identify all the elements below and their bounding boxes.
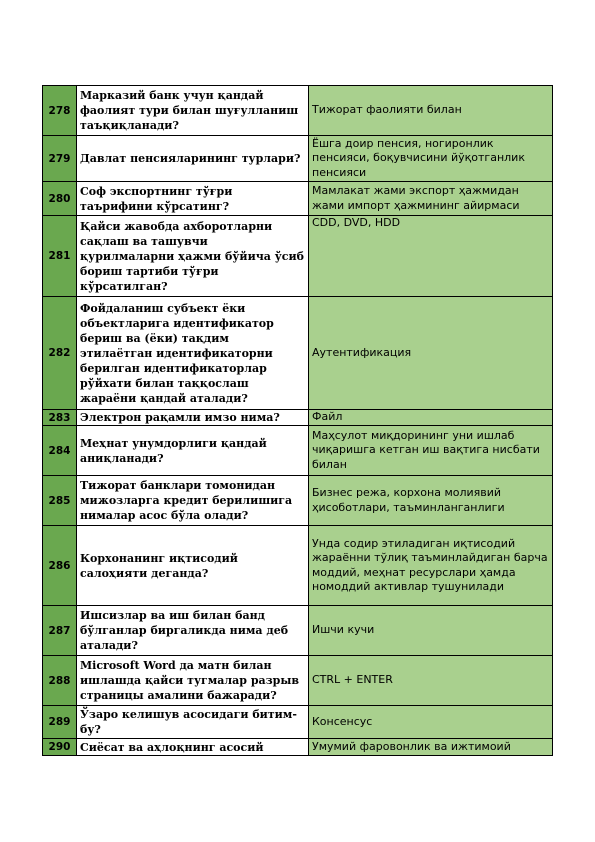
row-number: 282 bbox=[43, 297, 77, 410]
row-number: 283 bbox=[43, 410, 77, 426]
question-cell: Меҳнат унумдорлиги қандай аниқланади? bbox=[77, 426, 309, 476]
answer-cell: Бизнес режа, корхона молиявий ҳисоботлари, таъминланганлиги bbox=[309, 476, 553, 526]
row-number: 280 bbox=[43, 182, 77, 216]
answer-cell: Умумий фаровонлик ва ижтимоий bbox=[309, 739, 553, 756]
answer-cell: CDD, DVD, HDD bbox=[309, 216, 553, 297]
question-cell: Электрон рақамли имзо нима? bbox=[77, 410, 309, 426]
question-cell: Қайси жавобда ахборотларни сақлаш ва ташувчи қурилмаларни ҳажми бўйича ўсиб бориш тартиби тўғри кўрсатилган? bbox=[77, 216, 309, 297]
table-row bbox=[43, 136, 553, 182]
row-number: 284 bbox=[43, 426, 77, 476]
question-cell: Фойдаланиш субъект ёки объектларига идентификатор бериш ва (ёки) тақдим этилаётган идентификаторни берилган идентификаторлар рўйхати билан таққослаш жараёни қандай аталади? bbox=[77, 297, 309, 410]
table-row bbox=[43, 297, 553, 410]
answer-cell: CTRL + ENTER bbox=[309, 656, 553, 706]
row-number: 288 bbox=[43, 656, 77, 706]
table-row bbox=[43, 739, 553, 756]
answer-cell: Маҳсулот миқдорининг уни ишлаб чиқаришга кетган иш вақтига нисбати билан bbox=[309, 426, 553, 476]
question-cell: Ўзаро келишув асосидаги битим-бу? bbox=[77, 706, 309, 739]
table-row bbox=[43, 182, 553, 216]
answer-cell: Файл bbox=[309, 410, 553, 426]
row-number: 281 bbox=[43, 216, 77, 297]
answer-cell: Ишчи кучи bbox=[309, 606, 553, 656]
table-row bbox=[43, 526, 553, 606]
answer-cell: Тижорат фаолияти билан bbox=[309, 86, 553, 136]
table-row bbox=[43, 706, 553, 739]
table-row bbox=[43, 606, 553, 656]
table-row bbox=[43, 426, 553, 476]
row-number: 278 bbox=[43, 86, 77, 136]
table-row bbox=[43, 86, 553, 136]
question-cell: Корхонанинг иқтисодий салоҳияти деганда? bbox=[77, 526, 309, 606]
question-cell: Тижорат банклари томонидан мижозларга кредит берилишига нималар асос бўла олади? bbox=[77, 476, 309, 526]
question-cell: Давлат пенсияларининг турлари? bbox=[77, 136, 309, 182]
answer-cell: Мамлакат жами экспорт ҳажмидан жами импорт ҳажмининг айирмаси bbox=[309, 182, 553, 216]
question-cell: Марказий банк учун қандай фаолият тури билан шуғулланиш таъқиқланади? bbox=[77, 86, 309, 136]
row-number: 279 bbox=[43, 136, 77, 182]
question-cell: Соф экспортнинг тўғри таърифини кўрсатинг? bbox=[77, 182, 309, 216]
question-cell: Microsoft Word да матн билан ишлашда қайси тугмалар разрыв страницы амалини бажаради? bbox=[77, 656, 309, 706]
table-row bbox=[43, 656, 553, 706]
answer-cell: Унда содир этиладиган иқтисодий жараённи тўлиқ таъминлайдиган барча моддий, меҳнат ресурслари ҳамда номоддий активлар тушунилади bbox=[309, 526, 553, 606]
row-number: 287 bbox=[43, 606, 77, 656]
question-cell: Ишсизлар ва иш билан банд бўлганлар биргаликда нима деб аталади? bbox=[77, 606, 309, 656]
table-row bbox=[43, 216, 553, 297]
answer-cell: Аутентификация bbox=[309, 297, 553, 410]
row-number: 290 bbox=[43, 739, 77, 756]
table-row bbox=[43, 476, 553, 526]
answer-cell: Ёшга доир пенсия, ногиронлик пенсияси, боқувчисини йўқотганлик пенсияси bbox=[309, 136, 553, 182]
row-number: 286 bbox=[43, 526, 77, 606]
table-row bbox=[43, 410, 553, 426]
row-number: 285 bbox=[43, 476, 77, 526]
row-number: 289 bbox=[43, 706, 77, 739]
qa-table bbox=[42, 85, 553, 756]
answer-cell: Консенсус bbox=[309, 706, 553, 739]
question-cell: Сиёсат ва аҳлоқнинг асосий bbox=[77, 739, 309, 756]
